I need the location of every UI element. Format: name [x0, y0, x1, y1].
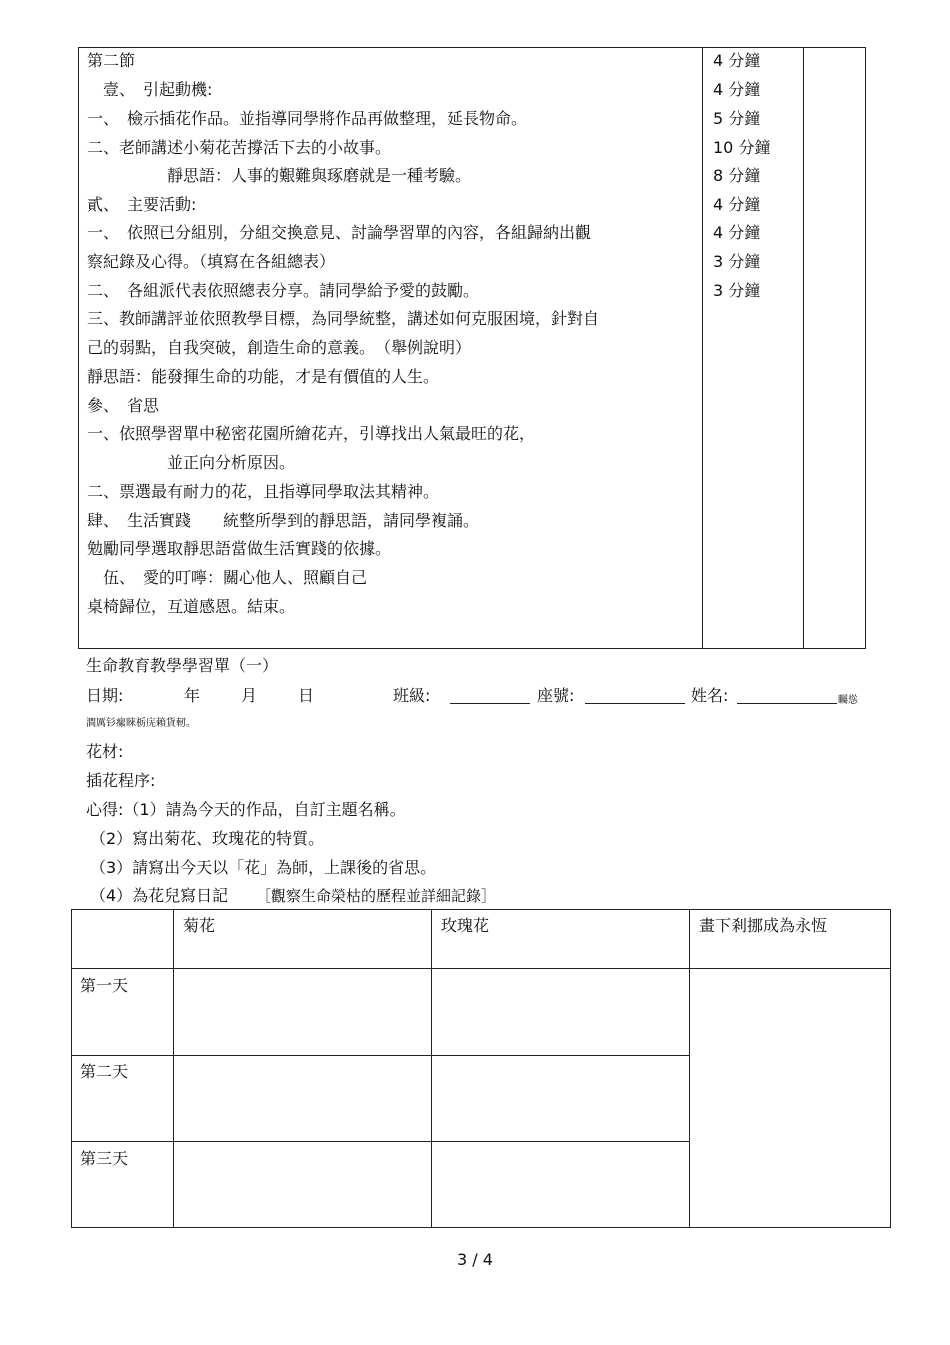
grid-line	[689, 910, 690, 1227]
lesson-line: 勉勵同學選取靜思語當做生活實踐的依據。	[87, 539, 392, 558]
header-rose: 玫瑰花	[441, 916, 490, 935]
reflection-item: 心得:（1）請為今天的作品，自訂主題名稱。	[86, 800, 406, 819]
column-divider	[803, 48, 804, 648]
header-chrysanthemum: 菊花	[183, 916, 216, 935]
seat-field[interactable]	[585, 688, 685, 704]
grid-line	[72, 1141, 689, 1142]
worksheet-title: 生命教育教學學習單（一）	[86, 656, 279, 675]
flower-diary-table	[71, 909, 891, 1228]
time-allocation: 8 分鐘	[713, 166, 761, 185]
lesson-line: 一、 檢示插花作品。並指導同學將作品再做整理，延長物命。	[87, 109, 528, 128]
year-label: 年	[184, 686, 201, 705]
procedure-label: 插花程序:	[86, 771, 156, 790]
time-allocation: 4 分鐘	[713, 223, 761, 242]
material-label: 花材:	[86, 742, 124, 761]
day-label: 日	[298, 686, 315, 705]
class-label: 班級:	[393, 686, 431, 705]
lesson-line: 伍、 愛的叮嚀：關心他人、照顧自己	[87, 568, 368, 587]
row-day-3: 第三天	[80, 1149, 129, 1168]
lesson-line: 壹、 引起動機:	[87, 80, 213, 99]
lesson-line: 靜思語：能發揮生命的功能，才是有價值的人生。	[87, 367, 440, 386]
lesson-line: 己的弱點，自我突破，創造生命的意義。 （舉例說明）	[87, 338, 472, 357]
seat-label: 座號:	[537, 686, 575, 705]
lesson-line: 靜思語：人事的艱難與琢磨就是一種考驗。	[87, 166, 472, 185]
lesson-line: 二、票選最有耐力的花，且指導同學取法其精神。	[87, 482, 440, 501]
time-allocation: 4 分鐘	[713, 51, 761, 70]
time-allocation: 4 分鐘	[713, 80, 761, 99]
time-allocation: 5 分鐘	[713, 109, 761, 128]
time-allocation: 3 分鐘	[713, 281, 761, 300]
lesson-line: 二、 各組派代表依照總表分享。請同學給予愛的鼓勵。	[87, 281, 480, 300]
page-number: 3 / 4	[457, 1250, 493, 1269]
grid-line	[173, 910, 174, 1227]
lesson-line: 一、依照學習單中秘密花園所繪花卉，引導找出人氣最旺的花，	[87, 424, 536, 443]
class-field[interactable]	[450, 688, 530, 704]
lesson-line: 察紀錄及心得。（填寫在各組總表）	[87, 252, 336, 271]
lesson-line: 桌椅歸位，互道感恩。結束。	[87, 597, 296, 616]
garbled-text: 矚慫	[838, 695, 858, 706]
time-allocation: 4 分鐘	[713, 195, 761, 214]
lesson-line: 二、老師講述小菊花苦撐活下去的小故事。	[87, 138, 392, 157]
grid-line	[72, 968, 890, 969]
reflection-item: （3）請寫出今天以「花」為師，上課後的省思。	[90, 858, 437, 877]
name-label: 姓名:	[691, 686, 729, 705]
lesson-line: 三、教師講評並依照教學目標，為同學統整，講述如何克服困境，針對自	[87, 309, 600, 328]
name-field[interactable]	[737, 688, 837, 704]
grid-line	[72, 1055, 689, 1056]
grid-line	[431, 910, 432, 1227]
date-label: 日期:	[86, 686, 124, 705]
lesson-line: 第二節	[87, 51, 136, 70]
time-allocation: 10 分鐘	[713, 138, 771, 157]
lesson-line: 並正向分析原因。	[87, 453, 296, 472]
lesson-line: 貳、 主要活動:	[87, 195, 197, 214]
lesson-line: 肆、 生活實踐 統整所學到的靜思語，請同學複誦。	[87, 511, 480, 530]
row-day-2: 第二天	[80, 1062, 129, 1081]
row-day-1: 第一天	[80, 976, 129, 995]
month-label: 月	[241, 686, 258, 705]
reflection-note: ［觀察生命榮枯的歷程並詳細記錄］	[256, 887, 497, 905]
lesson-plan-table	[78, 47, 866, 649]
garbled-text: 澗厲钐瘰睞栃庑賴貨軔。	[86, 718, 196, 729]
lesson-line: 參、 省思	[87, 396, 160, 415]
lesson-line: 一、 依照已分組別，分組交換意見、討論學習單的內容，各組歸納出觀	[87, 223, 592, 242]
column-divider	[702, 48, 703, 648]
reflection-item: （2）寫出菊花、玫瑰花的特質。	[90, 829, 325, 848]
header-drawing: 畫下剎挪成為永恆	[699, 916, 828, 935]
time-allocation: 3 分鐘	[713, 252, 761, 271]
reflection-item: （4）為花兒寫日記	[90, 886, 229, 905]
